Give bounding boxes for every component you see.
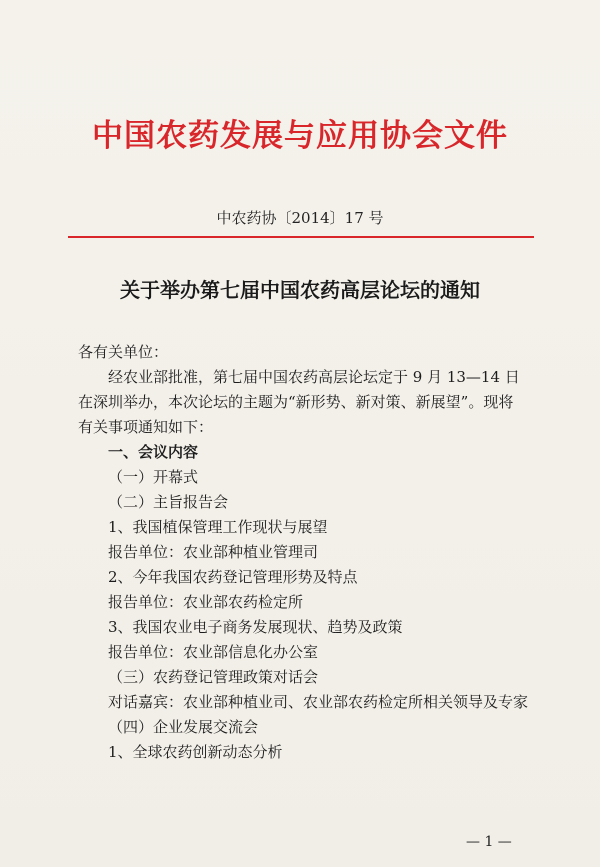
exchange-topic-1: 1、全球农药创新动态分析 [108,743,283,761]
section-heading-meeting-content: 一、会议内容 [108,443,199,461]
agenda-item-3: （三）农药登记管理政策对话会 [108,668,319,686]
agenda-item-4: （四）企业发展交流会 [108,718,259,736]
notice-body [78,340,528,765]
intro-paragraph-line-3: 有关事项通知如下： [78,418,214,436]
report-1-title: 1、我国植保管理工作现状与展望 [108,518,328,536]
org-letterhead-title: 中国农药发展与应用协会文件 [92,118,508,154]
salutation: 各有关单位： [78,343,169,361]
red-divider-line [68,236,534,238]
agenda-item-2: （二）主旨报告会 [108,493,229,511]
page-number: — 1 — [466,834,512,850]
report-2-unit: 报告单位：农业部农药检定所 [108,593,304,611]
document-number: 中农药协〔2014〕17 号 [216,209,384,227]
intro-paragraph-line-1: 经农业部批准，第七届中国农药高层论坛定于 9 月 13—14 日 [108,368,520,386]
notice-title: 关于举办第七届中国农药高层论坛的通知 [120,278,480,302]
dialogue-guests: 对话嘉宾：农业部种植业司、农业部农药检定所相关领导及专家 [108,693,529,711]
intro-paragraph-line-2: 在深圳举办，本次论坛的主题为“新形势、新对策、新展望”。现将 [78,393,514,411]
report-1-unit: 报告单位：农业部种植业管理司 [108,543,319,561]
report-3-title: 3、我国农业电子商务发展现状、趋势及政策 [108,618,403,636]
report-3-unit: 报告单位：农业部信息化办公室 [108,643,319,661]
report-2-title: 2、今年我国农药登记管理形势及特点 [108,568,358,586]
agenda-item-1: （一）开幕式 [108,468,199,486]
